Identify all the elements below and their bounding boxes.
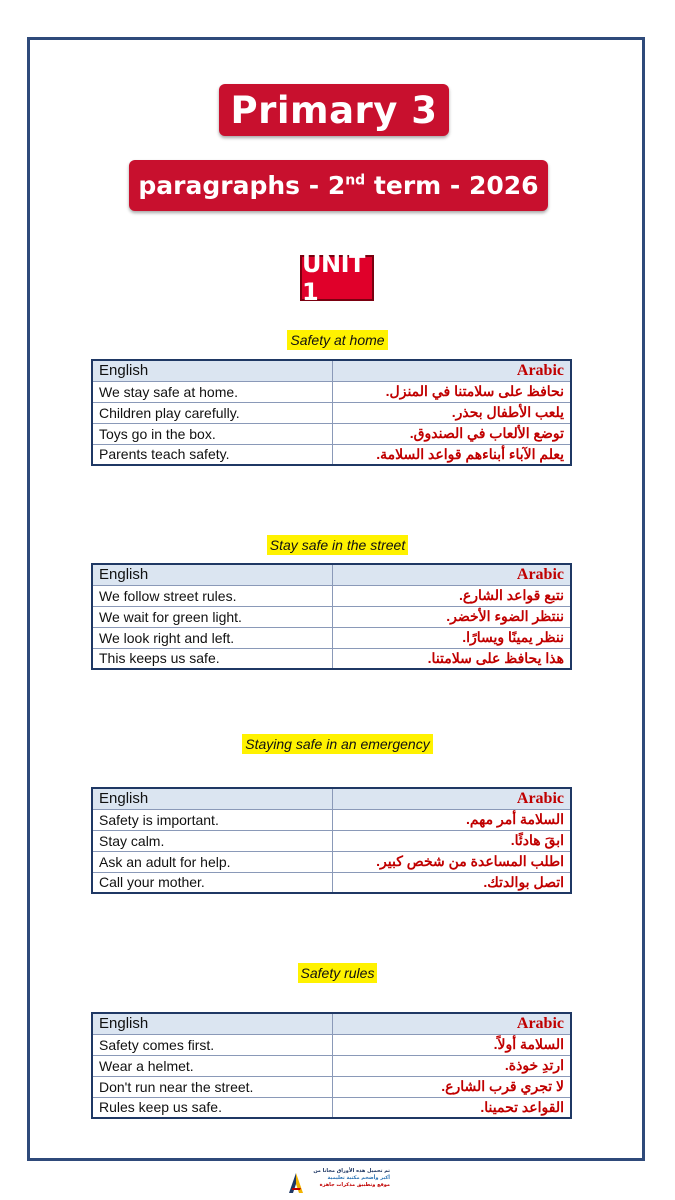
publisher-logo (288, 1168, 388, 1198)
table-row (92, 381, 571, 402)
table-row (92, 606, 571, 627)
section-heading: Staying safe in an emergency (0, 734, 675, 753)
column-header-english: English (92, 1013, 332, 1034)
book-logo-icon (288, 1172, 304, 1194)
table-row (92, 851, 571, 872)
arabic-cell: اتصل بوالدتك. (332, 872, 571, 893)
table-row (92, 444, 571, 465)
unit-badge (300, 250, 374, 306)
table-row (92, 585, 571, 606)
table-header-row (92, 360, 571, 381)
vocab-table (91, 787, 572, 894)
arabic-cell: السلامة أمر مهم. (332, 809, 571, 830)
table-row (92, 872, 571, 893)
arabic-cell: توضع الألعاب في الصندوق. (332, 423, 571, 444)
english-cell: Safety is important. (92, 809, 332, 830)
section-heading: Stay safe in the street (0, 535, 675, 554)
vocab-table (91, 1012, 572, 1119)
english-cell: Parents teach safety. (92, 444, 332, 465)
vocab-table (91, 359, 572, 466)
arabic-cell: ننظر يمينًا ويسارًا. (332, 627, 571, 648)
english-cell: We wait for green light. (92, 606, 332, 627)
arabic-cell: القواعد تحمينا. (332, 1097, 571, 1118)
column-header-english: English (92, 788, 332, 809)
column-header-english: English (92, 564, 332, 585)
english-cell: This keeps us safe. (92, 648, 332, 669)
subtitle-banner (129, 160, 548, 211)
english-cell: We look right and left. (92, 627, 332, 648)
arabic-cell: ابقَ هادئًا. (332, 830, 571, 851)
arabic-cell: ننتظر الضوء الأخضر. (332, 606, 571, 627)
page-title: Primary 3 (230, 88, 438, 132)
arabic-cell: السلامة أولاً. (332, 1034, 571, 1055)
english-cell: Children play carefully. (92, 402, 332, 423)
arabic-cell: لا تجري قرب الشارع. (332, 1076, 571, 1097)
table-row (92, 1055, 571, 1076)
column-header-arabic: Arabic (332, 1013, 571, 1034)
table-row (92, 648, 571, 669)
logo-caption: تم تحميل هذه الأوراق مجانا من أكبر وأضخم مكتبة تعليمية موقع وتطبيق مذكرات جاهزة (313, 1168, 390, 1188)
table-row (92, 1076, 571, 1097)
english-cell: We follow street rules. (92, 585, 332, 606)
english-cell: Wear a helmet. (92, 1055, 332, 1076)
english-cell: Toys go in the box. (92, 423, 332, 444)
english-cell: Ask an adult for help. (92, 851, 332, 872)
table-row (92, 1034, 571, 1055)
table-row (92, 1097, 571, 1118)
english-cell: Call your mother. (92, 872, 332, 893)
column-header-arabic: Arabic (332, 360, 571, 381)
table-row (92, 627, 571, 648)
title-banner (219, 84, 449, 136)
english-cell: Stay calm. (92, 830, 332, 851)
column-header-english: English (92, 360, 332, 381)
table-row (92, 830, 571, 851)
section-heading: Safety rules (0, 963, 675, 982)
unit-label: UNIT 1 (302, 250, 365, 306)
english-cell: Safety comes first. (92, 1034, 332, 1055)
arabic-cell: هذا يحافظ على سلامتنا. (332, 648, 571, 669)
arabic-cell: نحافظ على سلامتنا في المنزل. (332, 381, 571, 402)
english-cell: Don't run near the street. (92, 1076, 332, 1097)
table-row (92, 402, 571, 423)
arabic-cell: ارتدِ خوذة. (332, 1055, 571, 1076)
arabic-cell: يعلم الآباء أبناءهم قواعد السلامة. (332, 444, 571, 465)
vocab-table (91, 563, 572, 670)
english-cell: We stay safe at home. (92, 381, 332, 402)
table-row (92, 809, 571, 830)
page-subtitle: paragraphs - 2nd term - 2026 (138, 171, 539, 200)
arabic-cell: نتبع قواعد الشارع. (332, 585, 571, 606)
table-header-row (92, 788, 571, 809)
section-heading: Safety at home (0, 330, 675, 349)
arabic-cell: اطلب المساعدة من شخص كبير. (332, 851, 571, 872)
column-header-arabic: Arabic (332, 564, 571, 585)
table-header-row (92, 1013, 571, 1034)
column-header-arabic: Arabic (332, 788, 571, 809)
arabic-cell: يلعب الأطفال بحذر. (332, 402, 571, 423)
english-cell: Rules keep us safe. (92, 1097, 332, 1118)
table-header-row (92, 564, 571, 585)
table-row (92, 423, 571, 444)
